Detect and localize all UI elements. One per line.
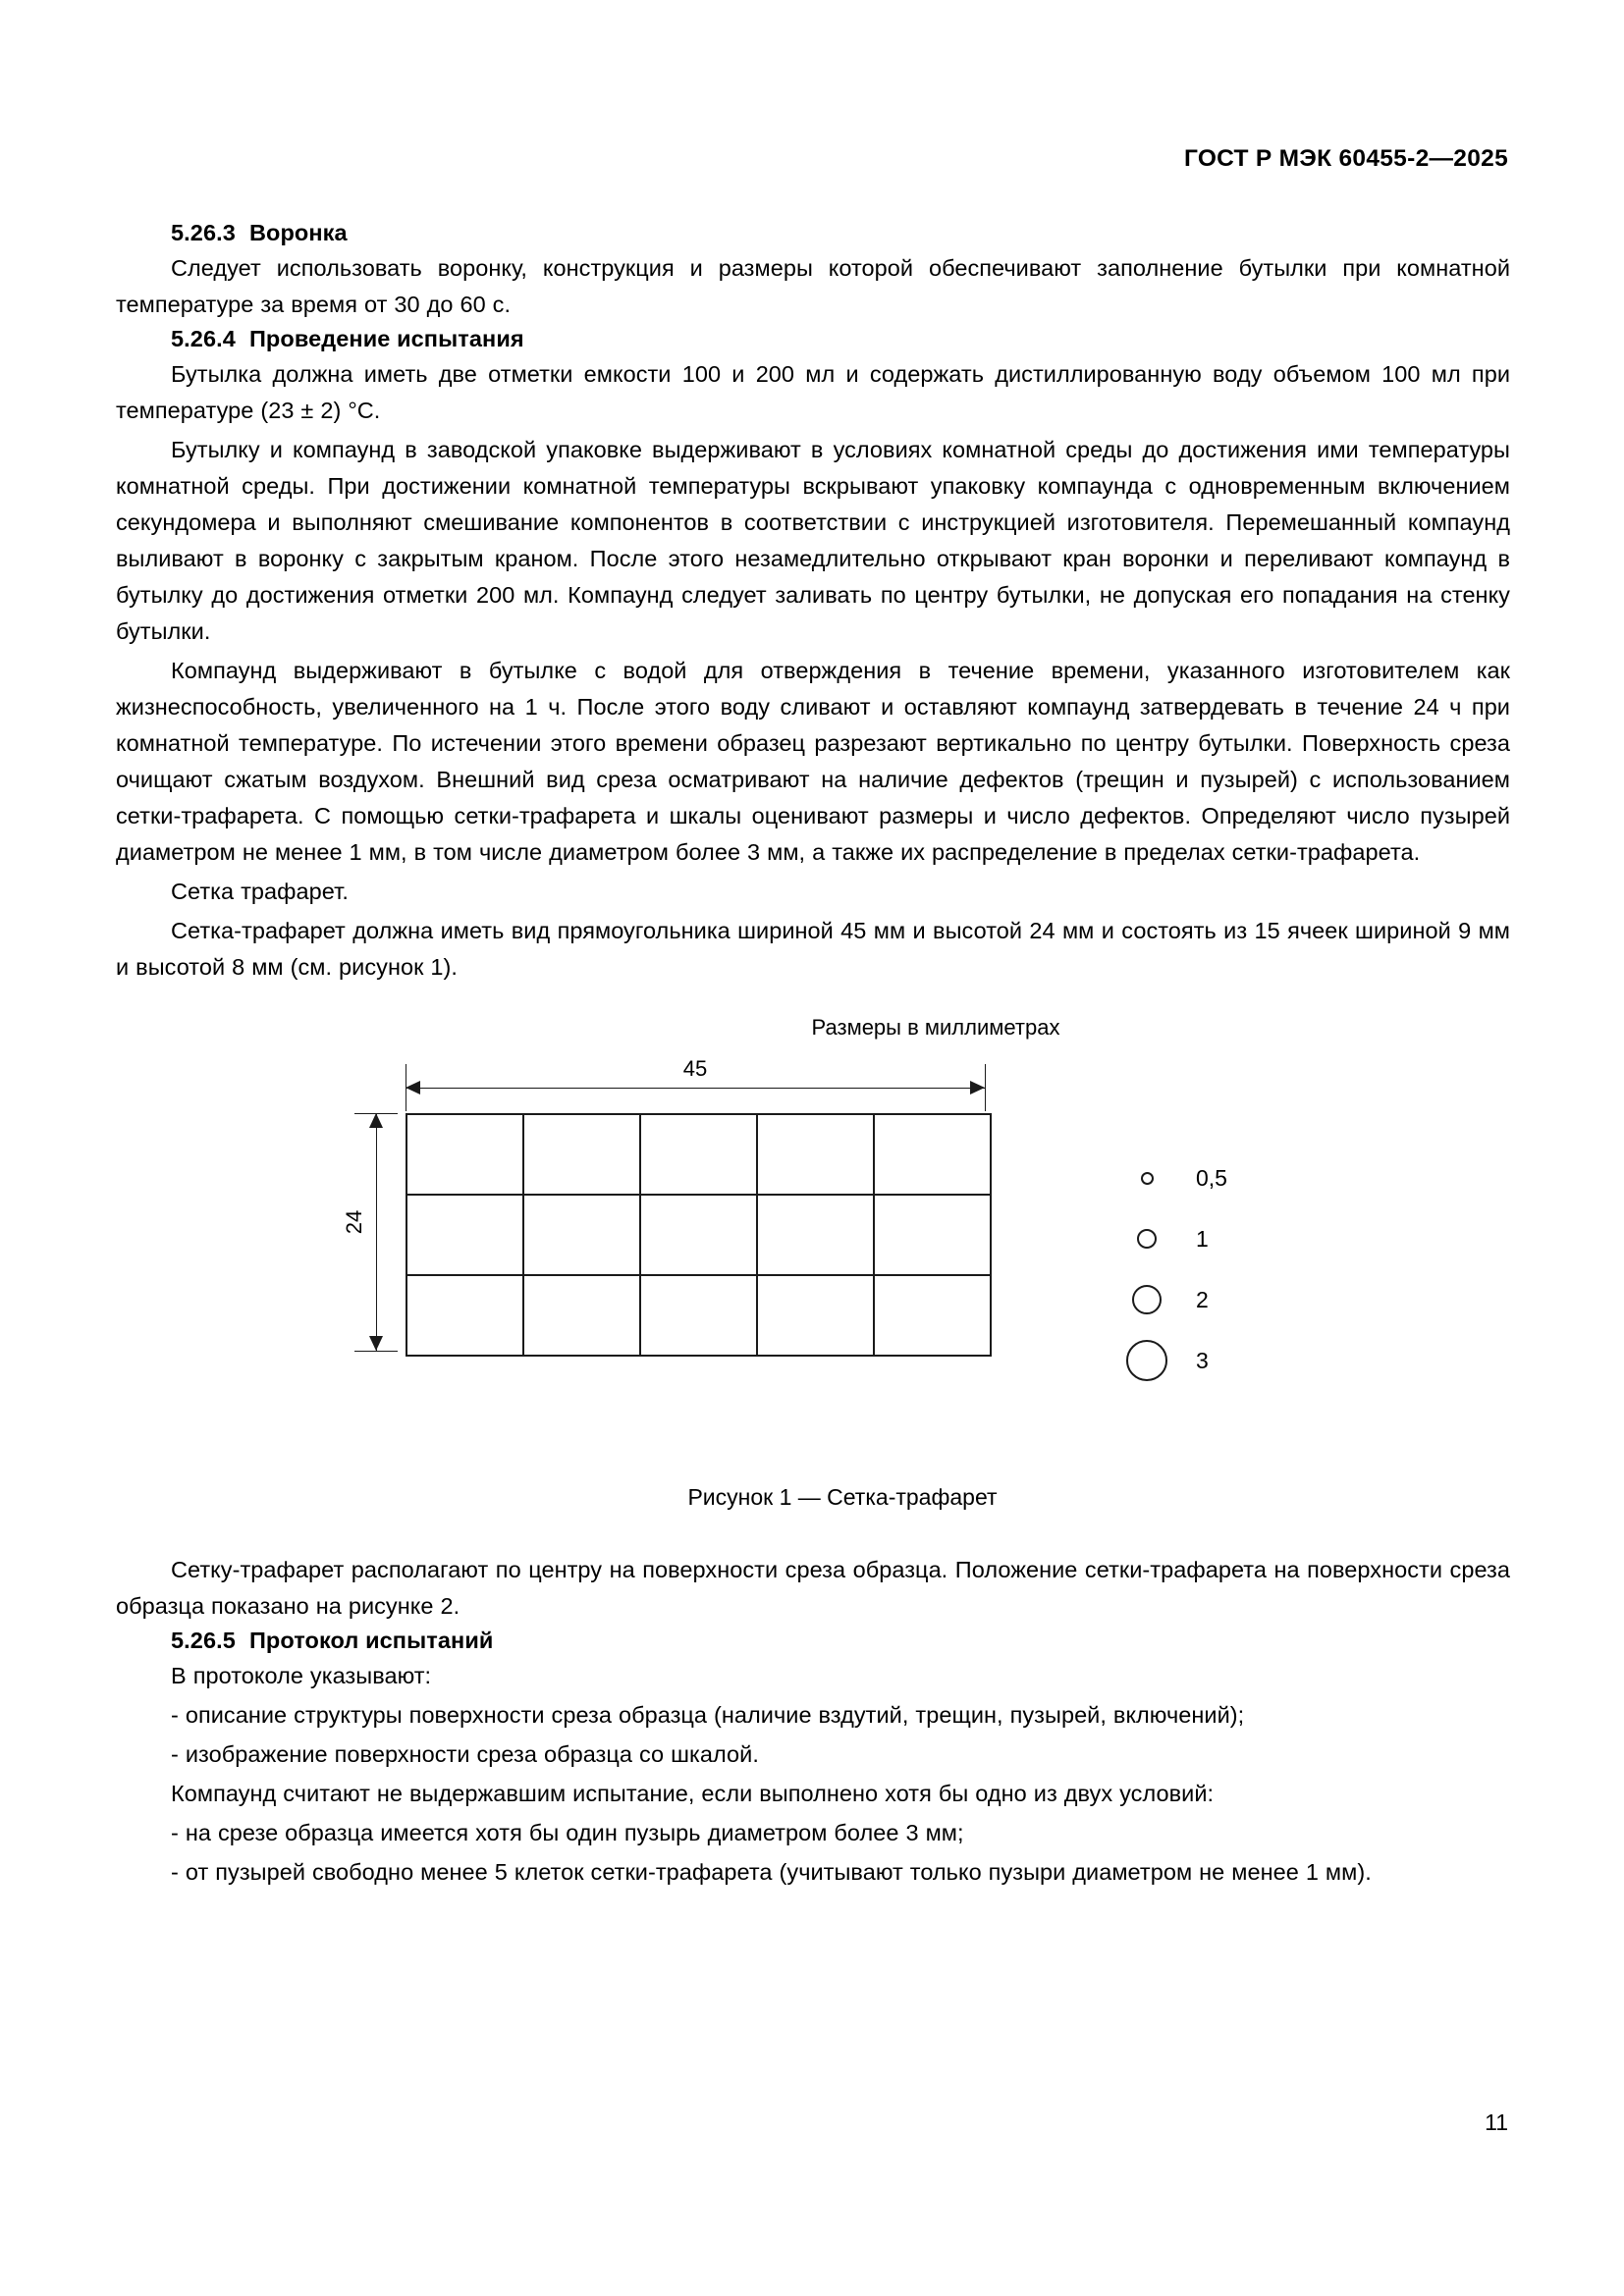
arrow-down-icon [369, 1336, 383, 1351]
dimension-width [406, 1056, 985, 1103]
scale-label: 2 [1196, 1286, 1209, 1312]
section-number: 5.26.3 [171, 220, 236, 245]
grid-cell [640, 1195, 757, 1275]
scale-label: 1 [1196, 1225, 1209, 1252]
section-number: 5.26.4 [171, 326, 236, 351]
figure-caption: Рисунок 1 — Сетка-трафарет [687, 1484, 998, 1510]
grid-cell [523, 1275, 640, 1356]
arrow-left-icon [406, 1081, 420, 1095]
scale-item [1117, 1208, 1333, 1269]
grid-cell [640, 1114, 757, 1195]
dimension-line-vertical [376, 1113, 377, 1351]
paragraph: Сетка трафарет. [171, 879, 349, 904]
section-title: Протокол испытаний [248, 1628, 494, 1653]
grid-cell [757, 1114, 874, 1195]
section-heading-5-26-5 [116, 1628, 1510, 1654]
paragraph: - от пузырей свободно менее 5 клеток сетки-трафарета (учитывают только пузыри диаметром не менее 1 мм). [171, 1859, 1372, 1885]
extension-line-bottom [354, 1351, 398, 1352]
scale-label: 3 [1196, 1347, 1209, 1373]
section-title: Воронка [248, 220, 348, 245]
body-text [116, 220, 1510, 986]
paragraph: Компаунд выдерживают в бутылке с водой для отверждения в течение времени, указанного изготовителем как жизнеспособность, увеличенного на 1 ч. После этого воду сливают и оставляют компаунд затвердевать в течение 24 ч при комнатной температуре. По истечении этого времени образец разрезают вертикально по центру бутылки. Поверхность среза очищают сжатым воздухом. Внешний вид среза осматривают на наличие дефектов (трещин и пузырей) с использованием сетки-трафарета. С помощью сетки-трафарета и шкалы оценивают размеры и число дефектов. Определяют число пузырей диаметром не менее 1 мм, в том числе диаметром более 3 мм, а также их распределение в пределах сетки-трафарета. [116, 658, 1510, 865]
paragraph: В протоколе указывают: [171, 1663, 432, 1688]
section-number: 5.26.5 [171, 1628, 236, 1653]
paragraph: Бутылку и компаунд в заводской упаковке выдерживают в условиях комнатной среды до достижения ими температуры комнатной среды. При достижении комнатной температуры вскрывают упаковку компаунда с одновременным включением секундомера и выполняют смешивание компонентов в соответствии с инструкцией изготовителя. Перемешанный компаунд выливают в воронку с закрытым краном. После этого незамедлительно открывают кран воронки и переливают компаунд в бутылку до достижения отметки 200 мл. Компаунд следует заливать по центру бутылки, не допуская его попадания на стенку бутылки. [116, 437, 1510, 644]
circle-2-icon [1117, 1285, 1176, 1314]
paragraph: Сетка-трафарет должна иметь вид прямоугольника шириной 45 мм и высотой 24 мм и состоять из 15 ячеек шириной 9 мм и высотой 8 мм (см. рисунок 1). [116, 918, 1510, 980]
dimension-line-horizontal [406, 1088, 985, 1089]
body-text-after-figure [116, 1552, 1510, 1891]
figure-1 [116, 1015, 1510, 1511]
paragraph: Следует использовать воронку, конструкция и размеры которой обеспечивают заполнение бутылки при комнатной температуре за время от 30 до 60 с. [116, 255, 1510, 317]
dimension-width-label: 45 [666, 1056, 725, 1082]
grid-cell [757, 1275, 874, 1356]
figure-units-note: Размеры в миллиметрах [811, 1015, 1060, 1040]
circle-0-5-icon [1117, 1172, 1176, 1185]
scale-label: 0,5 [1196, 1164, 1227, 1191]
grid-cell [874, 1114, 991, 1195]
grid-cell [406, 1114, 523, 1195]
section-heading-5-26-4 [116, 326, 1510, 352]
dimension-height [342, 1113, 396, 1351]
paragraph: - на срезе образца имеется хотя бы один пузырь диаметром более 3 мм; [171, 1820, 964, 1845]
grid-cell [523, 1195, 640, 1275]
section-heading-5-26-3 [116, 220, 1510, 246]
grid-cell [874, 1275, 991, 1356]
stencil-grid-table [406, 1113, 992, 1357]
scale-item [1117, 1330, 1333, 1391]
grid-cell [640, 1275, 757, 1356]
dimension-height-label: 24 [340, 1210, 369, 1234]
grid-cell [523, 1114, 640, 1195]
paragraph: - изображение поверхности среза образца со шкалой. [171, 1741, 759, 1767]
page-content [116, 0, 1510, 1891]
figure-drawing-area [116, 1054, 1510, 1467]
table-row [406, 1114, 991, 1195]
grid-cell [874, 1195, 991, 1275]
stencil-grid [406, 1113, 992, 1357]
page-header-standard-ref: ГОСТ Р МЭК 60455-2—2025 [1183, 145, 1508, 172]
grid-cell [406, 1275, 523, 1356]
circle-3-icon [1117, 1340, 1176, 1381]
extension-line-right [985, 1064, 986, 1111]
bubble-size-scale [1117, 1148, 1333, 1391]
scale-item [1117, 1148, 1333, 1208]
table-row [406, 1195, 991, 1275]
arrow-up-icon [369, 1113, 383, 1128]
paragraph: - описание структуры поверхности среза образца (наличие вздутий, трещин, пузырей, включений); [171, 1702, 1245, 1728]
paragraph: Компаунд считают не выдержавшим испытание, если выполнено хотя бы одно из двух условий: [171, 1781, 1215, 1806]
paragraph: Бутылка должна иметь две отметки емкости 100 и 200 мл и содержать дистиллированную воду объемом 100 мл при температуре (23 ± 2) °С. [116, 361, 1510, 423]
grid-cell [406, 1195, 523, 1275]
circle-1-icon [1117, 1229, 1176, 1249]
table-row [406, 1275, 991, 1356]
page-number: 11 [1485, 2109, 1508, 2135]
arrow-right-icon [970, 1081, 985, 1095]
paragraph: Сетку-трафарет располагают по центру на поверхности среза образца. Положение сетки-трафарета на поверхности среза образца показано на рисунке 2. [116, 1557, 1510, 1619]
scale-item [1117, 1269, 1333, 1330]
section-title: Проведение испытания [248, 326, 524, 351]
grid-cell [757, 1195, 874, 1275]
